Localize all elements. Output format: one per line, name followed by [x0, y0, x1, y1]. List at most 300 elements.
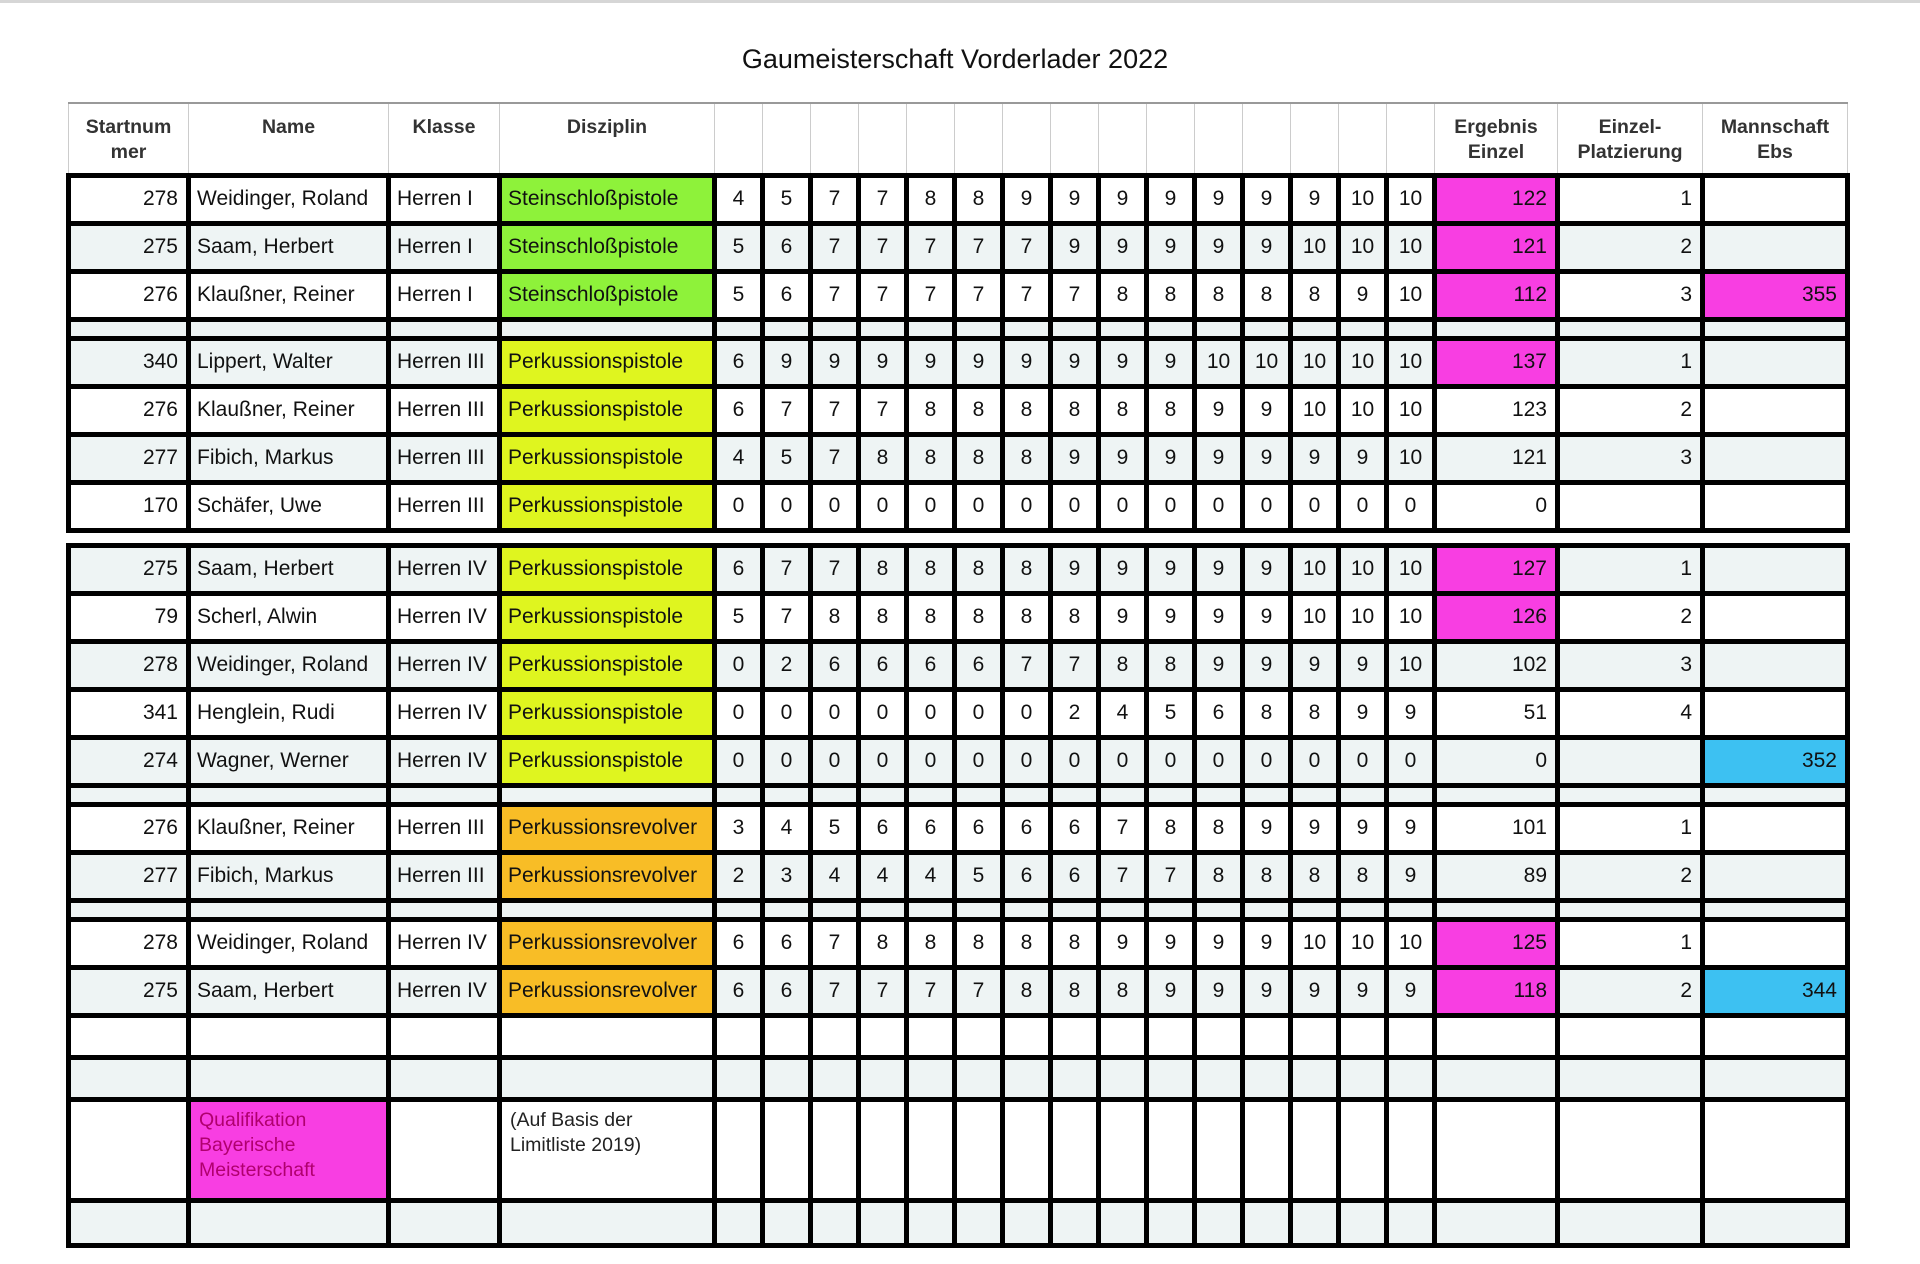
header-shot	[1339, 103, 1387, 175]
header-shot	[715, 103, 763, 175]
score-cell: 10	[1387, 545, 1435, 593]
score-cell: 7	[1003, 271, 1051, 319]
empty-cell	[189, 785, 389, 804]
header-mannschaft: Mannschaft Ebs	[1703, 103, 1848, 175]
score-cell: 0	[907, 482, 955, 530]
empty-cell	[1147, 1015, 1195, 1057]
score-cell: 5	[715, 223, 763, 271]
header-klasse: Klasse	[389, 103, 500, 175]
empty-cell	[811, 1057, 859, 1099]
score-cell: 0	[1003, 482, 1051, 530]
blank-row	[69, 1057, 1848, 1099]
score-cell: 8	[1147, 804, 1195, 852]
score-cell: 9	[1147, 967, 1195, 1015]
group-gap	[69, 785, 1848, 804]
empty-cell	[1558, 1099, 1703, 1200]
platzierung-cell: 2	[1558, 967, 1703, 1015]
score-cell: 9	[1099, 223, 1147, 271]
score-cell: 7	[859, 175, 907, 223]
score-cell: 8	[811, 593, 859, 641]
startnummer-cell: 276	[69, 804, 189, 852]
empty-cell	[1195, 785, 1243, 804]
score-cell: 6	[1051, 804, 1099, 852]
page-title: Gaumeisterschaft Vorderlader 2022	[741, 44, 1169, 74]
empty-cell	[1195, 900, 1243, 919]
empty-cell	[1435, 319, 1558, 338]
score-cell: 9	[1195, 434, 1243, 482]
startnummer-cell: 170	[69, 482, 189, 530]
score-cell: 10	[1387, 271, 1435, 319]
score-cell: 9	[1243, 386, 1291, 434]
table-row	[69, 271, 1848, 319]
score-cell: 8	[907, 593, 955, 641]
empty-cell	[1003, 1015, 1051, 1057]
empty-cell	[715, 1099, 763, 1200]
score-cell: 9	[1339, 641, 1387, 689]
score-cell: 8	[1195, 852, 1243, 900]
empty-cell	[1339, 1099, 1387, 1200]
disziplin-cell: Perkussionsrevolver	[500, 919, 715, 967]
empty-cell	[811, 1015, 859, 1057]
empty-cell	[763, 1099, 811, 1200]
empty-cell	[715, 1015, 763, 1057]
mannschaft-cell	[1703, 386, 1848, 434]
score-cell: 9	[1243, 175, 1291, 223]
empty-cell	[189, 1015, 389, 1057]
ergebnis-cell: 89	[1435, 852, 1558, 900]
mannschaft-cell	[1703, 919, 1848, 967]
score-cell: 9	[1099, 434, 1147, 482]
klasse-cell: Herren IV	[389, 737, 500, 785]
score-cell: 6	[1195, 689, 1243, 737]
empty-cell	[1243, 1057, 1291, 1099]
score-cell: 0	[907, 737, 955, 785]
empty-cell	[1003, 900, 1051, 919]
score-cell: 9	[1339, 804, 1387, 852]
mannschaft-cell	[1703, 545, 1848, 593]
header-shot	[1099, 103, 1147, 175]
empty-cell	[1435, 1015, 1558, 1057]
empty-cell	[1387, 785, 1435, 804]
score-cell: 4	[811, 852, 859, 900]
disziplin-cell: Perkussionspistole	[500, 689, 715, 737]
empty-cell	[1703, 900, 1848, 919]
score-cell: 6	[859, 641, 907, 689]
score-cell: 4	[715, 175, 763, 223]
score-cell: 0	[1147, 482, 1195, 530]
score-cell: 0	[715, 737, 763, 785]
empty-cell	[1099, 900, 1147, 919]
empty-cell	[500, 1015, 715, 1057]
score-cell: 6	[955, 804, 1003, 852]
platzierung-cell: 1	[1558, 919, 1703, 967]
platzierung-cell	[1558, 482, 1703, 530]
empty-cell	[1387, 1015, 1435, 1057]
startnummer-cell: 341	[69, 689, 189, 737]
header-shot	[907, 103, 955, 175]
ergebnis-cell: 126	[1435, 593, 1558, 641]
empty-cell	[1339, 530, 1387, 545]
score-cell: 6	[763, 223, 811, 271]
mannschaft-cell	[1703, 804, 1848, 852]
header-shot	[763, 103, 811, 175]
mannschaft-cell	[1703, 434, 1848, 482]
empty-cell	[1051, 1200, 1099, 1245]
empty-cell	[1435, 785, 1558, 804]
score-cell: 10	[1291, 593, 1339, 641]
score-cell: 3	[715, 804, 763, 852]
name-cell: Scherl, Alwin	[189, 593, 389, 641]
klasse-cell: Herren I	[389, 271, 500, 319]
score-cell: 9	[1147, 545, 1195, 593]
table-row	[69, 919, 1848, 967]
score-cell: 0	[859, 689, 907, 737]
header-disziplin: Disziplin	[500, 103, 715, 175]
empty-cell	[907, 530, 955, 545]
score-cell: 9	[1387, 804, 1435, 852]
empty-cell	[907, 785, 955, 804]
name-cell: Schäfer, Uwe	[189, 482, 389, 530]
empty-cell	[907, 1057, 955, 1099]
score-cell: 9	[1291, 434, 1339, 482]
header-shot	[1051, 103, 1099, 175]
empty-cell	[763, 530, 811, 545]
empty-cell	[907, 1015, 955, 1057]
empty-cell	[389, 1015, 500, 1057]
empty-cell	[500, 530, 715, 545]
platzierung-cell: 3	[1558, 641, 1703, 689]
name-cell: Lippert, Walter	[189, 338, 389, 386]
score-cell: 9	[1243, 967, 1291, 1015]
score-cell: 8	[1243, 271, 1291, 319]
score-cell: 6	[1003, 852, 1051, 900]
header-ergebnis: Ergebnis Einzel	[1435, 103, 1558, 175]
score-cell: 6	[715, 338, 763, 386]
empty-cell	[69, 900, 189, 919]
group-separator	[69, 530, 1848, 545]
empty-cell	[1243, 530, 1291, 545]
score-cell: 8	[1099, 271, 1147, 319]
empty-cell	[69, 530, 189, 545]
score-cell: 7	[763, 545, 811, 593]
empty-cell	[1243, 785, 1291, 804]
empty-cell	[763, 1015, 811, 1057]
score-cell: 4	[1099, 689, 1147, 737]
empty-cell	[389, 1099, 500, 1200]
score-cell: 8	[907, 386, 955, 434]
empty-cell	[1558, 1057, 1703, 1099]
empty-cell	[1703, 530, 1848, 545]
platzierung-cell	[1558, 737, 1703, 785]
empty-cell	[1003, 1057, 1051, 1099]
score-cell: 0	[955, 737, 1003, 785]
score-cell: 9	[1243, 641, 1291, 689]
score-cell: 7	[859, 271, 907, 319]
empty-cell	[1099, 319, 1147, 338]
score-cell: 2	[715, 852, 763, 900]
score-cell: 9	[955, 338, 1003, 386]
score-cell: 10	[1339, 223, 1387, 271]
klasse-cell: Herren III	[389, 338, 500, 386]
score-cell: 9	[1339, 967, 1387, 1015]
score-cell: 7	[955, 223, 1003, 271]
startnummer-cell: 278	[69, 919, 189, 967]
score-cell: 6	[811, 641, 859, 689]
score-cell: 0	[763, 482, 811, 530]
table-row	[69, 338, 1848, 386]
empty-cell	[907, 1099, 955, 1200]
score-cell: 9	[1051, 338, 1099, 386]
empty-cell	[1099, 1200, 1147, 1245]
klasse-cell: Herren III	[389, 434, 500, 482]
table-row	[69, 545, 1848, 593]
score-cell: 7	[763, 593, 811, 641]
score-cell: 8	[1195, 271, 1243, 319]
score-cell: 6	[859, 804, 907, 852]
score-cell: 10	[1339, 593, 1387, 641]
score-cell: 9	[1243, 593, 1291, 641]
score-cell: 0	[811, 689, 859, 737]
score-cell: 0	[1003, 737, 1051, 785]
score-cell: 9	[1147, 919, 1195, 967]
score-cell: 9	[1291, 804, 1339, 852]
ergebnis-cell: 112	[1435, 271, 1558, 319]
score-cell: 10	[1387, 593, 1435, 641]
score-cell: 0	[1339, 737, 1387, 785]
score-cell: 9	[1099, 919, 1147, 967]
platzierung-cell: 4	[1558, 689, 1703, 737]
empty-cell	[1291, 1200, 1339, 1245]
platzierung-cell: 1	[1558, 545, 1703, 593]
ergebnis-cell: 123	[1435, 386, 1558, 434]
score-cell: 0	[763, 737, 811, 785]
empty-cell	[1387, 1200, 1435, 1245]
score-cell: 8	[907, 175, 955, 223]
score-cell: 2	[763, 641, 811, 689]
empty-cell	[1051, 1015, 1099, 1057]
empty-cell	[1099, 1099, 1147, 1200]
empty-cell	[1435, 1099, 1558, 1200]
platzierung-cell: 2	[1558, 852, 1703, 900]
empty-cell	[1051, 530, 1099, 545]
header-platzierung: Einzel-Platzierung	[1558, 103, 1703, 175]
empty-cell	[69, 1057, 189, 1099]
empty-cell	[1195, 530, 1243, 545]
name-cell: Klaußner, Reiner	[189, 386, 389, 434]
name-cell: Saam, Herbert	[189, 545, 389, 593]
empty-cell	[1703, 1057, 1848, 1099]
klasse-cell: Herren IV	[389, 641, 500, 689]
score-cell: 10	[1339, 919, 1387, 967]
score-cell: 8	[907, 919, 955, 967]
score-cell: 10	[1387, 223, 1435, 271]
empty-cell	[500, 1200, 715, 1245]
mannschaft-cell	[1703, 689, 1848, 737]
empty-cell	[811, 530, 859, 545]
score-cell: 7	[1147, 852, 1195, 900]
score-cell: 8	[1195, 804, 1243, 852]
startnummer-cell: 340	[69, 338, 189, 386]
empty-cell	[1195, 1057, 1243, 1099]
empty-cell	[859, 1200, 907, 1245]
empty-cell	[189, 530, 389, 545]
table-row	[69, 175, 1848, 223]
empty-cell	[1387, 530, 1435, 545]
score-cell: 0	[1387, 482, 1435, 530]
empty-cell	[500, 319, 715, 338]
empty-cell	[1703, 1099, 1848, 1200]
score-cell: 0	[715, 482, 763, 530]
score-cell: 7	[1003, 223, 1051, 271]
ergebnis-cell: 0	[1435, 737, 1558, 785]
empty-cell	[1195, 1200, 1243, 1245]
header-shot	[1147, 103, 1195, 175]
name-cell: Fibich, Markus	[189, 434, 389, 482]
empty-cell	[955, 900, 1003, 919]
score-cell: 4	[763, 804, 811, 852]
score-cell: 9	[907, 338, 955, 386]
score-cell: 9	[811, 338, 859, 386]
startnummer-cell: 277	[69, 434, 189, 482]
platzierung-cell: 3	[1558, 271, 1703, 319]
score-cell: 7	[859, 223, 907, 271]
empty-cell	[1147, 1200, 1195, 1245]
score-cell: 10	[1387, 175, 1435, 223]
ergebnis-cell: 121	[1435, 434, 1558, 482]
score-cell: 0	[1099, 482, 1147, 530]
empty-cell	[1195, 1015, 1243, 1057]
score-cell: 8	[1051, 386, 1099, 434]
score-cell: 9	[1195, 386, 1243, 434]
empty-cell	[1558, 530, 1703, 545]
platzierung-cell: 3	[1558, 434, 1703, 482]
empty-cell	[1051, 1057, 1099, 1099]
score-cell: 10	[1387, 386, 1435, 434]
table-row	[69, 689, 1848, 737]
empty-cell	[389, 785, 500, 804]
empty-cell	[955, 319, 1003, 338]
header-shot	[1243, 103, 1291, 175]
empty-cell	[715, 1057, 763, 1099]
empty-cell	[1147, 319, 1195, 338]
empty-cell	[715, 1200, 763, 1245]
empty-cell	[955, 1200, 1003, 1245]
empty-cell	[1435, 900, 1558, 919]
disziplin-cell: Perkussionsrevolver	[500, 852, 715, 900]
table-row	[69, 852, 1848, 900]
name-cell: Klaußner, Reiner	[189, 271, 389, 319]
empty-cell	[1558, 319, 1703, 338]
empty-cell	[1099, 1015, 1147, 1057]
empty-cell	[1703, 1200, 1848, 1245]
klasse-cell: Herren IV	[389, 919, 500, 967]
mannschaft-cell	[1703, 223, 1848, 271]
score-cell: 8	[1099, 386, 1147, 434]
score-cell: 9	[1051, 223, 1099, 271]
score-cell: 9	[1195, 593, 1243, 641]
score-cell: 7	[907, 271, 955, 319]
klasse-cell: Herren IV	[389, 967, 500, 1015]
empty-cell	[1339, 1200, 1387, 1245]
score-cell: 9	[1003, 175, 1051, 223]
score-cell: 0	[811, 737, 859, 785]
score-cell: 0	[1291, 737, 1339, 785]
score-cell: 10	[1339, 175, 1387, 223]
empty-cell	[1051, 900, 1099, 919]
score-cell: 5	[763, 434, 811, 482]
ergebnis-cell: 121	[1435, 223, 1558, 271]
score-cell: 9	[1195, 223, 1243, 271]
klasse-cell: Herren I	[389, 223, 500, 271]
empty-cell	[1339, 1015, 1387, 1057]
table-row	[69, 482, 1848, 530]
empty-cell	[500, 1057, 715, 1099]
score-cell: 10	[1291, 919, 1339, 967]
score-cell: 9	[763, 338, 811, 386]
score-cell: 7	[763, 386, 811, 434]
score-cell: 8	[955, 434, 1003, 482]
score-cell: 10	[1339, 545, 1387, 593]
ergebnis-cell: 137	[1435, 338, 1558, 386]
header-row	[69, 103, 1848, 175]
name-cell: Weidinger, Roland	[189, 641, 389, 689]
empty-cell	[1003, 1200, 1051, 1245]
score-cell: 7	[1051, 641, 1099, 689]
empty-cell	[715, 319, 763, 338]
name-cell: Weidinger, Roland	[189, 919, 389, 967]
score-cell: 6	[715, 386, 763, 434]
score-cell: 5	[811, 804, 859, 852]
score-cell: 8	[907, 545, 955, 593]
header-shot	[1195, 103, 1243, 175]
score-cell: 6	[715, 545, 763, 593]
empty-cell	[859, 1015, 907, 1057]
table-row	[69, 967, 1848, 1015]
klasse-cell: Herren III	[389, 852, 500, 900]
name-cell: Henglein, Rudi	[189, 689, 389, 737]
score-cell: 10	[1339, 338, 1387, 386]
score-cell: 0	[955, 482, 1003, 530]
mannschaft-cell: 344	[1703, 967, 1848, 1015]
empty-cell	[189, 319, 389, 338]
score-cell: 6	[907, 804, 955, 852]
empty-cell	[955, 1099, 1003, 1200]
klasse-cell: Herren III	[389, 804, 500, 852]
empty-cell	[1003, 530, 1051, 545]
empty-cell	[69, 319, 189, 338]
empty-cell	[859, 1099, 907, 1200]
disziplin-cell: Perkussionspistole	[500, 737, 715, 785]
empty-cell	[1703, 319, 1848, 338]
empty-cell	[1387, 1099, 1435, 1200]
empty-cell	[715, 900, 763, 919]
empty-cell	[955, 1015, 1003, 1057]
score-cell: 9	[1243, 545, 1291, 593]
empty-cell	[1291, 1057, 1339, 1099]
score-cell: 0	[859, 482, 907, 530]
mannschaft-cell	[1703, 175, 1848, 223]
score-cell: 9	[1147, 338, 1195, 386]
score-cell: 9	[1051, 175, 1099, 223]
mannschaft-cell	[1703, 338, 1848, 386]
empty-cell	[859, 530, 907, 545]
score-cell: 10	[1195, 338, 1243, 386]
score-cell: 10	[1291, 386, 1339, 434]
startnummer-cell: 276	[69, 271, 189, 319]
score-cell: 7	[811, 967, 859, 1015]
header-shot	[811, 103, 859, 175]
platzierung-cell: 2	[1558, 386, 1703, 434]
